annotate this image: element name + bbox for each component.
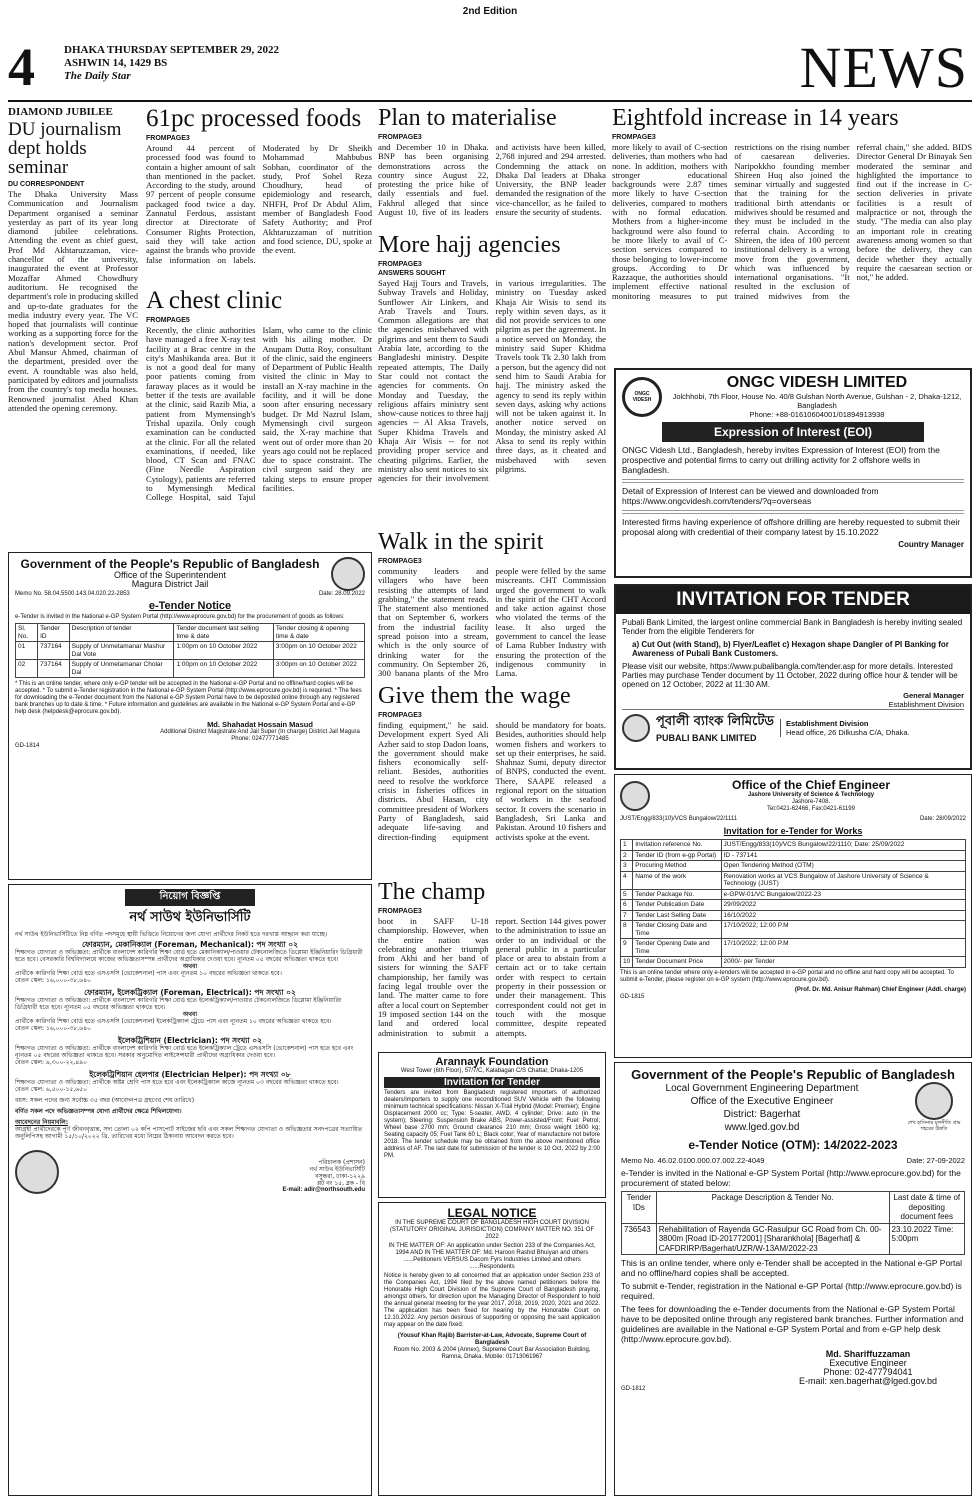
story-headline: Give them the wage (378, 684, 571, 709)
story-headline: Walk in the spirit (378, 530, 544, 555)
lged-date: Date: 27-09-2022 (906, 1156, 965, 1165)
jessore-place: Jashore-7408. (791, 799, 831, 805)
lged-intro: e-Tender is invited in the National e-GP System Portal (http://www.eprocure.gov.bd) for the procurement of stated below: (621, 1168, 961, 1188)
pubali-office: Head office, 26 Dilkusha C/A, Dhaka. (785, 727, 910, 737)
story-body: The Dhaka University Mass Communication and Journalism Department organised a seminar yesterday as part of its year long diamond jubilee celebrations. Attending the event as chief guest, Prof Md Akhtaruzzaman, vice-chancellor of the university, inaugurated the event at Professor Mozaffar Ahmed Chowdhury auditorium. He recognised the department's role in producing skilled and up-to-date graduates for the media industry every year. The VC hoped that journalists will continue working as a supporting force for the nation's development sector. Prof Abul Mansur Ahmed, chairman of the department, presided over the event. A roundtable was also held, participated by editors and journalists from the country's top media houses. Renowned journalist Abed Khan attended the opening ceremony. (8, 189, 138, 413)
nsu-pos-1-alt: প্রার্থীকে কারিগরি শিক্ষা বোর্ড হতে এসএসসি (ভোকেশনাল) পাস এবং ন্যূনতম ১০ বছরের অভিজ্ঞতা থাকতে হবে। (15, 970, 282, 977)
story-body: finding equipment," he said. Development expert Syed Ali Azher said to stop Dadon loans, the government should make fishers economically self-reliant. Besides, authorities need to resolve the workforce crisis in fisheries offices in districts. Abul Hasan, city committee president of Workers Party of Bangladesh, said adequate life-saving and direction-finding equipment should be mandatory for boats. Besides, authorities should help women fishers and workers to set up their enterprises, he said. Shahnaz Sumi, deputy director of BNPS, conducted the event. There, SAAPE released a regional report on the situation of workers in the seafood sector. It covers the scenario in Bangladesh, Sri Lanka and Pakistan. Around 10 fishers and activists spoke at the event. (378, 720, 606, 842)
col-header: Description of tender (69, 624, 174, 642)
cell: 6 (621, 900, 633, 911)
jessore-table (620, 839, 966, 968)
ongc-para-1: ONGC Videsh Ltd., Bangladesh, hereby invites Expression of Interest (EOI) from the prospective and potential firms to carry out drilling activity for 2 offshore wells in Bangladesh. (622, 445, 940, 475)
lged-slogan: শেখ হাসিনার মূলনীতি গ্রাম শহরের উন্নতি (907, 1120, 961, 1132)
nsu-pos-3-salary: বেতন স্কেল: ৯,৩০০-২২,৪৯০ (15, 1059, 87, 1066)
jessore-heading: Invitation for e-Tender for Works (723, 826, 863, 836)
cell: 01 (16, 642, 38, 660)
ad-code: GD-1814 (15, 743, 40, 749)
lged-para-1: This is an online tender, where only e-Tender shall be accepted in the National e-GP Portal and no offline/hard copies shall be accepted. (621, 1258, 962, 1278)
cell: 3:00pm on 10 October 2022 (273, 660, 364, 678)
magura-notice-title: e-Tender Notice (148, 600, 232, 612)
story-body: boot in SAFF U-18 championship. However, when the entire nation was celebrating another triumph from Akhi and her band of sisters for winning the SAFF championship, her family was facing legal trouble over the land. The matter came to fore after a local court on September 19 imposed section 144 on the land and ordered local administration to submit a report. Section 144 gives power to the administration to issue an order to an individual or the general public in a particular place or area to abstain from a certain act or to take certain order with respect to certain property in their possession or under their management. This correspondent could not get in touch with the mosque committee, despite repeated attempts. (378, 916, 606, 1038)
story-byline: FROMPAGE3 (378, 908, 422, 915)
jessore-sign: (Prof. Dr. Md. Anisur Rahman) Chief Engineer (Addl. charge) (794, 986, 966, 993)
cell: Name of the work (633, 871, 721, 889)
ongc-logo-icon: ONGC VIDESH (622, 377, 662, 417)
story-headline: DU journalism dept holds seminar (8, 119, 122, 178)
cell: 736543 (622, 1223, 657, 1255)
pubali-title: INVITATION FOR TENDER (616, 586, 970, 614)
table-row (621, 957, 966, 968)
story-headline: Eightfold increase in 14 years (612, 106, 899, 131)
legal-address: Room No. 2003 & 2004 (Annex), Supreme Court Bar Association Building, Ramna, Dhaka. Mobile: 01713061967 (393, 1347, 591, 1360)
section-title: NEWS (799, 35, 968, 100)
story-body: Around 44 percent of processed food was found to contain a higher amount of salt than mentioned in the packet. According to the study, around 97 percent of people consume packaged food twice a day. Zannatul Ferdous, assistant director at Directorate of Consumer Rights Protection, said they will take action against the brands who provide false information on labels. Moderated by Dr Sheikh Mohammad Mahbubus Sobhan, coordinator of the study, Prof Sohel Reza Choudhury, head of epidemiology and research, NHFH, Prof Dr Abdul Alim, member of Bangladesh Food Safety Authority; and Prof Akhtaruzzaman of nutrition and food science, DU, spoke at the event. (146, 143, 372, 265)
lged-web: www.lged.gov.bd (724, 1122, 800, 1133)
story-byline: FROMPAGE5 (146, 317, 190, 324)
table-row (621, 861, 966, 872)
story-du (8, 106, 138, 546)
cell: 1:00pm on 10 October 2022 (174, 660, 273, 678)
pubali-item: a) Cut Out (with Stand), b) Flyer/Leaflet c) Hexagon shape Dangler of PI Banking for Awareness of Pubali Bank Customers. (632, 640, 949, 658)
story-byline: FROMPAGE3 (378, 134, 422, 141)
bangla-date: ASHWIN 14, 1429 BS (64, 57, 168, 69)
nsu-pos-3-text: শিক্ষাগত যোগ্যতা ও অভিজ্ঞতা: প্রার্থীকে বাংলাদেশ কারিগরি শিক্ষা বোর্ড হতে ইলেকট্রিক্যাল ট্রেডে এসএসসি (ভোকেশনাল) পাস হতে হবে এবং ন্যূনতম ০৫ বছরের অভিজ্ঞতা থাকতে হবে। সরকার অনুমোদিত লাইসেন্সধারী প্রার্থীদের অগ্রাধিকার দেওয়া হবে। (15, 1045, 354, 1059)
nsu-pos-2-salary: বেতন স্কেল: ১৬,০০০-৩৮,৬৪০ (15, 1025, 91, 1032)
pubali-division: Establishment Division (785, 718, 869, 728)
nsu-name: নর্থ সাউথ ইউনিভার্সিটি (129, 910, 251, 925)
story-wage (378, 684, 606, 876)
nsu-pos-2: ফোরম্যান, ইলেকট্রিক্যাল (Foreman, Electrical): পদ সংখ্যা ০২ (84, 988, 296, 997)
lged-signer: Md. Shariffuzzaman (825, 1349, 911, 1359)
nsu-note: বর্ণিত সকল পদে অভিজ্ঞতাসম্পন্ন যোগ্য প্রার্থীদের ক্ষেত্রে শিথিলযোগ্য। (15, 1108, 182, 1115)
portrait-icon (331, 557, 365, 591)
magura-jail: Magura District Jail (131, 579, 209, 589)
divider (622, 478, 964, 483)
nsu-sign-3: বসুন্ধরা, ঢাকা-১২২৯ (315, 1173, 365, 1180)
nsu-pos-2-alt: প্রার্থীকে কারিগরি শিক্ষা বোর্ড হতে এসএসসি (ভোকেশনাল) ইলেকট্রিক্যাল ট্রেডে পাস এবং ন্যূনতম ১০ বছরের অভিজ্ঞতা থাকতে হবে। (15, 1018, 332, 1025)
story-headline: The champ (378, 880, 486, 905)
aranyak-title: Invitation for Tender (384, 1077, 600, 1088)
story-byline: FROMPAGE3 (146, 135, 190, 142)
ongc-phone: Phone: +88-01610604001/01894913938 (749, 410, 885, 419)
nsu-intro: নর্থ সাউথ ইউনিভার্সিটিতে নিম্ন বর্ণিত পদসমূহে স্থায়ী ভিত্তিতে নিয়োগের জন্য যোগ্য প্রার্থীদের নিকট হতে দরখাস্ত আহ্বান করা যাচ্ছে। (15, 931, 328, 938)
story-processed (146, 106, 372, 284)
lged-office: Office of the Executive Engineer (690, 1096, 834, 1107)
portrait-icon (915, 1082, 953, 1120)
cell: 2 (621, 850, 633, 861)
cell: Open Tendering Method (OTM) (721, 861, 965, 872)
lged-para-3: The fees for downloading the e-Tender documents from the National e-GP System Portal have to be deposited online through any registered bank branches. Further information and guidelines are available in the National e-GP System Portal and from e-GP help desk (http://www.eprocure.gov.bd). (621, 1304, 964, 1344)
story-byline: FROMPAGE3 (612, 134, 656, 141)
cell: 2000/- per Tender (721, 957, 965, 968)
date: DHAKA THURSDAY SEPTEMBER 29, 2022 (64, 44, 280, 56)
cell: Supply of Unmetamanar Cholar Dal (69, 660, 174, 678)
jessore-date: Date: 28/09/2022 (919, 816, 966, 822)
pubali-ad (614, 584, 972, 770)
cell: 9 (621, 939, 633, 957)
magura-table (15, 623, 365, 678)
cell: Invitation reference No. (633, 840, 721, 851)
pubali-name: PUBALI BANK LIMITED (656, 733, 757, 743)
divider (622, 509, 964, 514)
jessore-uni: Jashore University of Science & Technology (747, 792, 875, 798)
jessore-title: Office of the Chief Engineer (731, 778, 890, 792)
ongc-name: ONGC VIDESH LIMITED (726, 374, 908, 391)
cell: 29/09/2022 (721, 900, 965, 911)
cell: 5 (621, 889, 633, 900)
nsu-sign-2: নর্থ সাউথ ইউনিভার্সিটি (309, 1166, 365, 1173)
lged-district: District: Bagerhat (723, 1109, 801, 1120)
jessore-note: This is an online tender where only e-tenders will be accepted in e-GP portal and no offline and hard copy will be accepted. To submit e-Tender, please register on e-GP system (http://www.eprocure.gov.bd). (620, 969, 954, 983)
story-clinic (146, 288, 372, 546)
pubali-para-2: Please visit our website, https://www.pubalibangla.com/tender.asp for more details. Interested Parties may purchase Tender document by 11 October, 2022 during office hour & tender will be opened on 12 October, 2022 at 11:30 AM. (622, 662, 958, 689)
story-body: Recently, the clinic authorities have managed a free X-ray test facility at a Brac centre in the city's Mashikanda area. But it is not a good deal for many poor patients coming from faraway places as it would be better if the tests are available at the clinic, said Razib Mia, a patient from Mymensingh's Trishal upazila. Only cough examination can be conducted at the clinic. For all the related examinations, if needed, like blood, CT Scan and FNAC (Fine Needle Aspiration Cytology), patients are referred to Mymensingh Medical College Hospital, said Tajul Islam, who came to the clinic with his ailing mother. Dr Anupam Dutta Roy, consultant of the clinic, said the engineers of Department of Public Health visited the clinic in May to install an X-ray machine in the facility, and it will be done soon after ensuring necessary budget. Dr Md Nazrul Islam, Mymensingh civil surgeon said, the X-ray machine that went out of order more than 20 years ago could not be replaced due to space constraint. The civil surgeon said they are taking steps to ensure proper facilities. (146, 325, 372, 503)
story-byline: FROMPAGE3 (378, 558, 422, 565)
story-body: more likely to avail of C-section deliveries, than mothers who had none. In addition, mothers with stronger educational backgrounds were 2.87 times more likely to have C-section deliveries, compared to mothers with no formal education. Mothers from a higher-income background were also found to be more likely to avail of C-section services compared to those belonging to lower-income groups. According to Dr Razzaque, the authorities should implement effective national monitoring measures to put restrictions on the rising number of caesarean deliveries. Naripokkho founding member Shireen Huq also joined the seminar virtually and suggested that the training for the traditional birth attendants or midwives should be resumed and they must be included in the referral chain. According to Shireen, the idea of 100 percent institutional delivery is a wrong move from the government, which was influenced by international organisations. "It resulted in the exclusion of trained midwives from the referral chain," she added. BIDS Director General Dr Binayak Sen moderated the seminar and highlighted the importance to find out if the increase in C-section deliveries in private facilities is a result of malpractice or not, through the study. "The media can also play an important role in creating awareness among women so that before the delivery, they can decide whether they actually require the caesarean section or not," he added. (612, 142, 972, 301)
cell: 3 (621, 861, 633, 872)
col-header: Tender IDs (622, 1192, 657, 1224)
cell: Renovation works at VCS Bungalow of Jashore University of Science & Technology (JUST) (721, 871, 965, 889)
cell: ID - 737141 (721, 850, 965, 861)
table-row (621, 871, 966, 889)
story-headline: More hajj agencies (378, 233, 561, 258)
story-body: and December 10 in Dhaka. BNP has been organising demonstrations across the country since August 22, protesting the price hike of daily essentials and fuel. Fakhrul alleged that since August 10, five of its leaders and activists have been killed, 2,768 injured and 294 arrested. Condemning the attack on Dhaka Dal leaders at Dhaka University, the BNP leader demanded the resignation of the vice-chancellor, as he failed to ensure the security of students. (378, 142, 606, 218)
ongc-address: Jolchhobi, 7th Floor, House No. 40/8 Gulshan North Avenue, Gulshan - 2, Dhaka-1212, Bangladesh (672, 392, 962, 410)
nsu-pos-4-text: শিক্ষাগত যোগ্যতা ও অভিজ্ঞতা: প্রার্থীকে অষ্টম শ্রেণি পাস হতে হবে এবং ইলেকট্রিক্যাল কাজে ন্যূনতম ০৩ বছরের অভিজ্ঞতা থাকতে হবে। (15, 1079, 339, 1086)
pubali-logo-icon (622, 714, 650, 742)
legal-court: IN THE SUPREME COURT OF BANGLADESH HIGH COURT DIVISION (STATUTORY ORIGINAL JURISDICTION) COMPANY MATTER NO. 351 OF 2022 (389, 1220, 595, 1240)
lged-ad (614, 1062, 972, 1496)
col-header: Package Description & Tender No. (656, 1192, 889, 1224)
nsu-pos-2-text: শিক্ষাগত যোগ্যতা ও অভিজ্ঞতা: প্রার্থীকে বাংলাদেশ কারিগরি শিক্ষা বোর্ড হতে ইলেকট্রিক্যাল/পাওয়ার টেকনোলজিতে ডিপ্লোমা ইঞ্জিনিয়ারিং ডিগ্রিধারী হতে হবে। ন্যূনতম ০৫ বছরের অভিজ্ঞতা থাকতে হবে। (15, 997, 342, 1011)
story-body: Sayed Hajj Tours and Travels, Subway Travels and Holiday, Sunflower Air Linkers, and Arab Travels and Tours. Common allegations are that the agencies misbehaved with pilgrims and sent them to Saudi Arabia late, according to the Bangladeshi ministry. Despite repeated attempts, The Daily Star could not contact the agencies for comments. On Monday and Tuesday, the religious affairs ministry sent show-cause notices to three hajj agencies -- Al Aksa Travels, Super Khidma Travels and Khaja Air Wisis -- for not providing proper service and cheating pilgrims. Earlier, the ministry also sent notices to six agencies for their involvement in various irregularities. The ministry on Tuesday asked Khaja Air Wisis to send its reply within seven days, as it did not provide services to one pilgrim as per the agreement. In a notice served on Monday, the ministry said Super Khidma Travels took Tk 2.30 lakh from a person, but the agency did not send him to Saudi Arabia for hajj. The ministry asked the agency to send its reply within seven days, asking why actions will not be taken against it. In another notice served on Monday, the ministry asked Al Aksa to send its reply within three days, as it cheated and misbehaved with seven pilgrims. (378, 278, 606, 484)
table-row (16, 642, 365, 660)
cell: Tender Publication Date (633, 900, 721, 911)
cell: Tender Package No. (633, 889, 721, 900)
nsu-apply-heading: আবেদনের নিয়মাবলি: (15, 1119, 69, 1126)
table-row (621, 910, 966, 921)
lged-dept: Local Government Engineering Department (665, 1083, 859, 1094)
lged-para-2: To submit e-Tender, registration in the National e-GP Portal (http://www.eprocure.gov.bd) is required. (621, 1281, 962, 1301)
magura-phone: Phone: 02477771485 (231, 736, 289, 742)
cell: 1:00pm on 10 October 2022 (174, 642, 273, 660)
cell: Rehabilitation of Rayenda GC-Rasulpur GC Road from Ch. 00-3800m [Road ID-201772001] [Sharankhola] [Bagerhat] & CAFDRIRP/Bagerhat/UZR/W-13AM/2022-23 (656, 1223, 889, 1255)
cell: e-GPW-01/VC Bungalow/2022-23 (721, 889, 965, 900)
col-header: Tender ID (38, 624, 70, 642)
cell: 737164 (38, 642, 70, 660)
magura-intro: e-Tender is invited in the National e-GP System Portal (http://www.eprocure.gov.bd) for the procurement of goods as follows: (15, 614, 345, 620)
cell: 4 (621, 871, 633, 889)
table-row (621, 939, 966, 957)
ongc-para-2: Detail of Expression of Interest can be viewed and downloaded from https://www.ongcvidesh.com/tenders/?q=overseas (622, 486, 879, 506)
cell: Tender Last Selling Date (633, 910, 721, 921)
legal-lawyer: (Yousuf Khan Rajib) Barrister-at-Law, Advocate, Supreme Court of Bangladesh (397, 1333, 587, 1346)
story-spirit (378, 530, 606, 682)
ad-code: GD-1812 (621, 1386, 646, 1392)
cell: JUST/Engg/833(10)/VCS Bungalow/22/1110; Date: 25/09/2022 (721, 840, 965, 851)
story-byline: FROMPAGE3 (378, 261, 422, 268)
aranyak-address: West Tower (6th Floor), 57/7/C, Kalabagan C/S Chattar, Dhaka-1205 (400, 1068, 584, 1074)
cell: 8 (621, 921, 633, 939)
nsu-logo-icon (15, 1150, 59, 1194)
lged-signer-title: Executive Engineer (829, 1358, 907, 1368)
pubali-para-1: Pubali Bank Limited, the largest online commercial Bank in Bangladesh is hereby inviting sealed Tender from the eligible Tenderers for (622, 618, 963, 636)
cell: 17/10/2022; 12:00 P.M (721, 921, 965, 939)
nsu-email: E-mail: adir@northsouth.edu (282, 1187, 365, 1193)
pubali-sign-1: General Manager (903, 691, 964, 700)
col-header: Sl. No. (16, 624, 38, 642)
magura-signer-title: Additional District Magistrate And Jail Super (In charge) District Jail Magura (160, 729, 360, 735)
story-materialise (378, 106, 606, 230)
magura-signer: Md. Shahadat Hossain Masud (207, 720, 313, 729)
lged-phone: Phone: 02-477794041 (823, 1367, 913, 1377)
magura-date: Date: 28.09.2022 (318, 591, 365, 597)
story-byline: DU CORRESPONDENT (8, 181, 85, 188)
nsu-pos-4: ইলেকট্রিশিয়ান হেলপার (Electrician Helper): পদ সংখ্যা ০৮ (89, 1070, 291, 1079)
nsu-ad (8, 884, 372, 1496)
cell: Tender Opening Date and Time (633, 939, 721, 957)
legal-text: Notice is hereby given to all concerned that an application under Section 233 of the Companies Act, 1994 filed by the above named petitioners before the Honorable High Court Division of the Supreme Court of Bangladesh praying, amongst others, for direction upon the Managing Director of Respondent to hold the annual general meeting for the year 2017, 2018, 2019, 2020, 2021 and 2022. The application has been fixed for hearing by the Honorable Court on 12.10.2022. Any person desirous of supporting or opposing the said application may appear on the date fixed. (384, 1273, 600, 1328)
table-row (622, 1223, 965, 1255)
lged-table (621, 1191, 965, 1255)
col-header: Last date & time of depositing document fees (889, 1192, 964, 1224)
jessore-ad (614, 774, 972, 1058)
page-number: 4 (8, 37, 35, 97)
aranyak-text: Tenders are invited from Bangladesh registered importers of authorized dealers/importers to supply one reconditioned SUV Vehicle with the following minimum technical specifications: Nissan X-Trail Hybrid (Model: Premier); Engine Displacement 2000 cc; Type: 5-seater, AWD, 4 cylinder; Drive: auto (in the system); Steering: Suspension Brake ABS, Power-assisted/Front; Fuel: Petrol; Wheel base 2700 mm; Ground clearance 210 mm; Gross weight 1600 kg; Seating capacity 05; Fuel Tank 60 L; Black color; Year of manufacture not before 2018. The tender schedule may be obtained from the above mentioned office address of AF. The last date for submission of the tender is 10 Oct, 2022 by 2:00 PM. (384, 1090, 600, 1159)
legal-ad (378, 1202, 606, 1496)
cell: 16/10/2022 (721, 910, 965, 921)
jessore-tel: Tel:0421-62466, Fax:0421-61199 (767, 806, 855, 812)
jessore-memo: JUST/Engg/833(10)/VCS Bungalow/22/1111 (620, 816, 738, 822)
table-row (621, 840, 966, 851)
aranyak-ad (378, 1052, 606, 1198)
story-headline: 61pc processed foods (146, 106, 362, 132)
cell: 17/10/2022; 12:00 P.M (721, 939, 965, 957)
paper-name: The Daily Star (64, 70, 131, 82)
story-champ (378, 880, 606, 1050)
ad-code: GD-1815 (620, 993, 645, 1000)
cell: 7 (621, 910, 633, 921)
ongc-para-3: Interested firms having experience of offshore drilling are hereby requested to submit their proposal along with credential of their company latest by 15.10.2022 (622, 517, 961, 537)
nsu-pos-1-text: শিক্ষাগত যোগ্যতা ও অভিজ্ঞতা: প্রার্থীকে বাংলাদেশ কারিগরি শিক্ষা বোর্ড হতে মেকানিক্যাল/পাওয়ার টেকনোলজিতে ডিপ্লোমা ইঞ্জিনিয়ারিং ডিগ্রিধারী হতে হবে। বেসরকারি বিশ্ববিদ্যালয়ে কাজের অভিজ্ঞতাসম্পন্ন প্রার্থীদের অগ্রাধিকার দেওয়া হবে। ন্যূনতম ০৫ বছরের অভিজ্ঞতা থাকতে হবে। (15, 949, 363, 963)
masthead-rule (8, 100, 972, 102)
legal-matter: IN THE MATTER OF: An application under Section 233 of the Companies Act, 1994 AND IN THE MATTER OF: Md. Haroon Rashid Bhuiyan and others ......Petitioners VERSUS Dacom Fyrs Industries Limited and others ......Respondents (388, 1243, 596, 1270)
cell: Tender Closing Date and Time (633, 921, 721, 939)
story-kicker: DIAMOND JUBILEE (8, 106, 113, 118)
dateline (64, 44, 279, 83)
aranyak-name: Arannayk Foundation (435, 1056, 549, 1068)
ongc-ad (614, 368, 972, 578)
table-row (16, 660, 365, 678)
table-row (621, 900, 966, 911)
nsu-apply: আগ্রহী প্রার্থীদেরকে পূর্ণ জীবনবৃত্তান্ত, সদ্য তোলা ০২ কপি পাসপোর্ট সাইজের ছবি এবং সকল শিক্ষাগত যোগ্যতা ও অভিজ্ঞতার সনদপত্রের সত্যায়িত অনুলিপিসহ আগামী ১৫/১০/২০২২ খ্রি. তারিখের মধ্যে নিম্নের ঠিকানায় আবেদন করতে হবে। (15, 1126, 363, 1140)
pubali-bangla-name: পূবালী ব্যাংক লিমিটেড (656, 714, 774, 729)
lged-memo: Memo No. 46.02.0100.000.07.002.22-4049 (621, 1156, 765, 1165)
story-byline: FROMPAGE3 (378, 712, 422, 719)
cell: 10 (621, 957, 633, 968)
magura-title: Government of the People's Republic of Bangladesh (20, 557, 320, 571)
nsu-pos-4-salary: বেতন স্কেল: ৬,৫০০-১৫,৬৫০ (15, 1086, 87, 1093)
edition-label: 2nd Edition (462, 6, 518, 17)
cell: 1 (621, 840, 633, 851)
cell: Procuring Method (633, 861, 721, 872)
cell: 23.10.2022 Time: 5:00pm (889, 1223, 964, 1255)
nsu-heading: নিয়োগ বিজ্ঞপ্তি (125, 889, 255, 906)
story-eightfold (612, 106, 972, 362)
nsu-pos-3: ইলেকট্রিশিয়ান (Electrician): পদ সংখ্যা ০২ (118, 1036, 262, 1045)
nsu-sign-1: পরিচালক (প্রশাসন) (318, 1159, 365, 1166)
ongc-signature: Country Manager (898, 540, 964, 549)
story-subhead: ANSWERS SOUGHT (378, 270, 446, 277)
cell: Supply of Unmetamanar Mashur Dal Vote (69, 642, 174, 660)
lged-title: Government of the People's Republic of Bangladesh (631, 1067, 955, 1082)
col-header: Tender closing & opening time & date (273, 624, 364, 642)
cell: Tender ID (from e-gp Portal) (633, 850, 721, 861)
nsu-pos-1: ফোরম্যান, মেকানিক্যাল (Foreman, Mechanical): পদ সংখ্যা ০২ (81, 940, 299, 949)
nsu-pos-1-salary: বেতন স্কেল: ১৬,০০০-৩৮,৬৪০ (15, 977, 91, 984)
cell: 737164 (38, 660, 70, 678)
table-row (621, 921, 966, 939)
magura-notes: * This is an online tender, where only e-GP tender will be accepted in the National e-GP Portal and no offline/hard copies will be accepted. * To submit e-Tender registration in the National e-GP System Portal (http://www.eprocure.gov.bd) is required. * The fees for downloading the e-Tender document from the National e-GP System Portal have to be deposited online through any registered bank branches up to date & time. * Future information and guidelines are available in the National e-GP System Portal and e-GP help desk (helpdesk@eprocure.gov.bd). (15, 681, 362, 715)
nsu-sign-4: প্লট নং ১৫, ব্লক - বি (317, 1180, 365, 1187)
story-hajj (378, 233, 606, 525)
col-header: Tender document last selling time & date (174, 624, 273, 642)
nsu-age: বয়স: সকল পদের জন্য সর্বোচ্চ ৩৫ বছর (আবেদনপত্র গ্রহণের শেষ তারিখে) (15, 1097, 195, 1104)
table-row (621, 889, 966, 900)
table-row (621, 850, 966, 861)
nsu-or: অথবা (182, 963, 198, 970)
story-body: community leaders and villagers who have been resisting the attempts of land grabbing," the statement reads. The statement also mentioned that on September 6, workers from the industrial facility spread poison into a stream, which is the only source of drinking water for the community. On September 26, 300 banana plants of the Mro people were felled by the same miscreants. CHT Commission urged the government to walk in the spirit of the CHT Accord and take action against those who violated the terms of the lease. It also urged the government to cancel the lease of Lama Rubber Industry with ensuring the protection of the indigenous community in Lama. (378, 566, 606, 679)
cell: Tender Document Price (633, 957, 721, 968)
nsu-or: অথবা (182, 1011, 198, 1018)
magura-ad (8, 552, 372, 880)
lged-notice-title: e-Tender Notice (OTM): 14/2022-2023 (688, 1138, 898, 1152)
magura-memo: Memo No. 58.04.5500.143.04.020.22-2853 (15, 591, 130, 597)
lged-email: E-mail: xen.bagerhat@lged.gov.bd (798, 1376, 938, 1386)
cell: 3:00pm on 10 October 2022 (273, 642, 364, 660)
pubali-sign-2: Establishment Division (888, 700, 964, 709)
legal-title: LEGAL NOTICE (447, 1206, 537, 1220)
story-headline: Plan to materialise (378, 106, 557, 131)
magura-office: Office of the Superintendent (114, 570, 226, 580)
story-headline: A chest clinic (146, 288, 283, 314)
ongc-eoi-banner: Expression of Interest (EOI) (662, 422, 924, 442)
cell: 02 (16, 660, 38, 678)
just-logo-icon (620, 781, 650, 811)
